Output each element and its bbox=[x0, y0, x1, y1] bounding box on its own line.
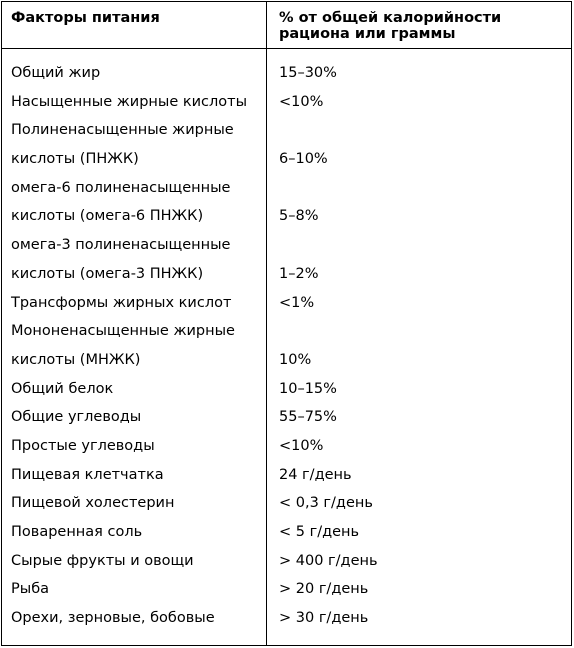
row-value: <1% bbox=[279, 294, 315, 311]
row-value: <10% bbox=[279, 93, 324, 110]
table-row bbox=[2, 260, 571, 289]
row-label: Общий жир bbox=[11, 65, 101, 81]
table-row bbox=[2, 317, 571, 346]
row-label: Пищевая клетчатка bbox=[11, 466, 164, 483]
row-label: Простые углеводы bbox=[11, 437, 155, 454]
row-label: кислоты (омега-6 ПНЖК) bbox=[11, 208, 204, 225]
row-label: Мононенасыщенные жирные bbox=[11, 323, 235, 340]
row-label: Общие углеводы bbox=[11, 409, 142, 426]
table-row bbox=[2, 59, 571, 88]
table-row bbox=[2, 461, 571, 490]
table-body bbox=[2, 59, 571, 633]
table-row bbox=[2, 403, 571, 432]
row-value: 10–15% bbox=[279, 380, 337, 397]
table-row bbox=[2, 174, 571, 203]
row-label: Трансформы жирных кислот bbox=[11, 294, 232, 311]
row-value: <10% bbox=[279, 437, 324, 454]
header-value: % от общей калорийности рациона или граммы bbox=[279, 10, 502, 42]
table-row bbox=[2, 202, 571, 231]
row-label: омега-6 полиненасыщенные bbox=[11, 179, 231, 196]
row-label: кислоты (омега-3 ПНЖК) bbox=[11, 265, 204, 282]
row-label: Общий белок bbox=[11, 380, 114, 397]
row-value: > 30 г/день bbox=[279, 610, 369, 627]
row-value: 55–75% bbox=[279, 409, 337, 426]
table-row bbox=[2, 145, 571, 174]
table-row bbox=[2, 518, 571, 547]
table-row bbox=[2, 604, 571, 633]
row-value: 1–2% bbox=[279, 265, 319, 282]
row-label: Сырые фрукты и овощи bbox=[11, 552, 194, 569]
table-row bbox=[2, 375, 571, 404]
row-label: омега-3 полиненасыщенные bbox=[11, 237, 231, 254]
table-row bbox=[2, 432, 571, 461]
row-value: 10% bbox=[279, 351, 312, 368]
row-value: < 0,3 г/день bbox=[279, 495, 373, 512]
row-value: 15–30% bbox=[279, 65, 337, 81]
nutrition-table bbox=[1, 1, 572, 646]
table-row bbox=[2, 116, 571, 145]
table-row bbox=[2, 547, 571, 576]
row-value: > 20 г/день bbox=[279, 581, 369, 598]
row-label: кислоты (МНЖК) bbox=[11, 351, 141, 368]
row-value: 5–8% bbox=[279, 208, 319, 225]
row-label: Орехи, зерновые, бобовые bbox=[11, 610, 215, 627]
row-value: 6–10% bbox=[279, 151, 328, 168]
table-row bbox=[2, 489, 571, 518]
row-label: Поваренная соль bbox=[11, 524, 143, 540]
row-label: Полиненасыщенные жирные bbox=[11, 122, 234, 139]
table-row bbox=[2, 289, 571, 318]
row-label: Насыщенные жирные кислоты bbox=[11, 93, 248, 110]
header-factor: Факторы питания bbox=[11, 10, 160, 26]
table-row bbox=[2, 231, 571, 260]
row-value: > 400 г/день bbox=[279, 552, 378, 569]
row-value: < 5 г/день bbox=[279, 524, 360, 540]
row-label: кислоты (ПНЖК) bbox=[11, 151, 139, 168]
row-label: Рыба bbox=[11, 581, 50, 598]
table-row bbox=[2, 88, 571, 117]
table-header bbox=[2, 2, 571, 49]
row-label: Пищевой холестерин bbox=[11, 495, 175, 512]
table-row bbox=[2, 346, 571, 375]
table-row bbox=[2, 575, 571, 604]
row-value: 24 г/день bbox=[279, 466, 352, 483]
